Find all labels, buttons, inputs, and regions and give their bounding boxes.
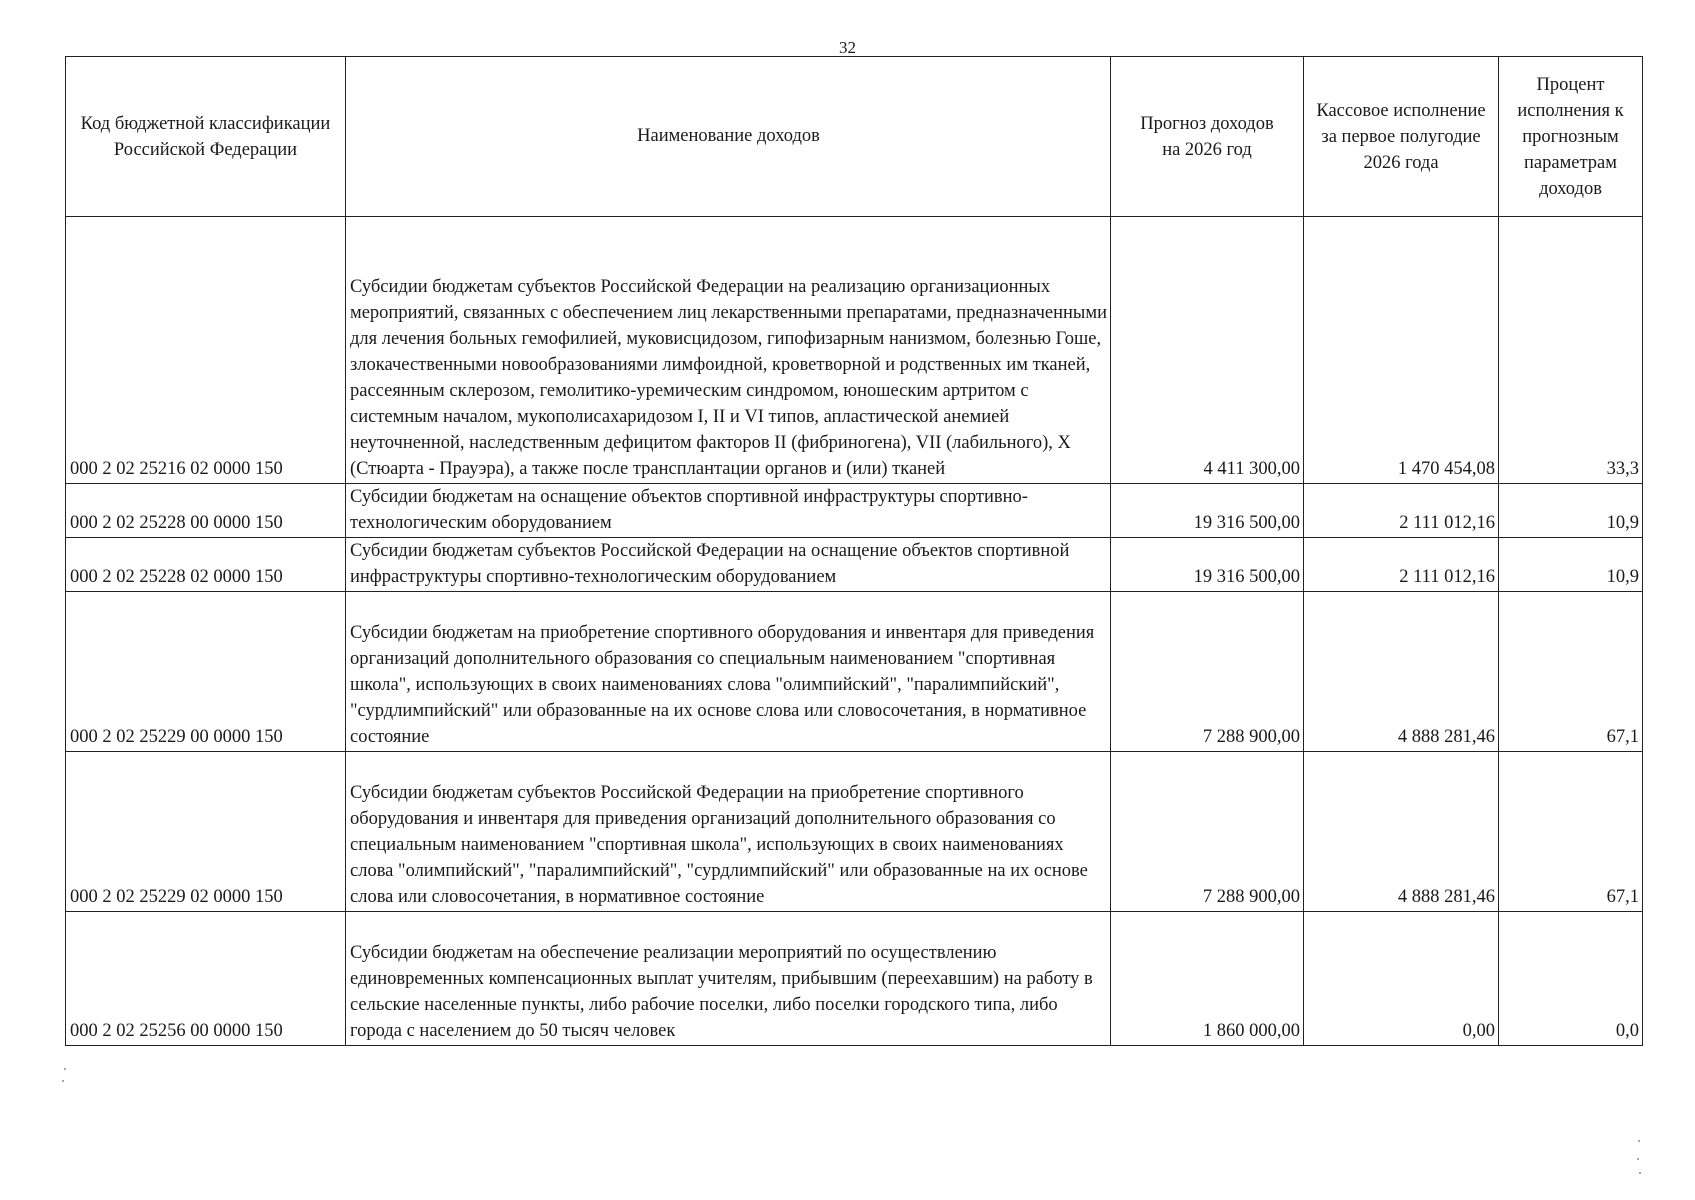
row-forecast: 7 288 900,00: [1111, 752, 1304, 912]
table-row: [66, 912, 1643, 1046]
row-code: 000 2 02 25229 02 0000 150: [66, 752, 346, 912]
row-percent: 67,1: [1499, 752, 1643, 912]
scan-speck: [62, 1080, 64, 1082]
table-row: [66, 592, 1643, 752]
header-name: Наименование доходов: [346, 57, 1111, 217]
row-forecast: 19 316 500,00: [1111, 538, 1304, 592]
row-percent: 0,0: [1499, 912, 1643, 1046]
scan-speck: [64, 1068, 66, 1070]
row-percent: 10,9: [1499, 538, 1643, 592]
table-row: [66, 217, 1643, 484]
row-forecast: 4 411 300,00: [1111, 217, 1304, 484]
scan-speck: [1639, 1172, 1641, 1174]
row-cash: 1 470 454,08: [1304, 217, 1499, 484]
row-code: 000 2 02 25216 02 0000 150: [66, 217, 346, 484]
row-percent: 33,3: [1499, 217, 1643, 484]
income-table-container: [65, 56, 1642, 1046]
row-cash: 4 888 281,46: [1304, 592, 1499, 752]
scan-speck: [1637, 1158, 1639, 1160]
row-name: Субсидии бюджетам на обеспечение реализации мероприятий по осуществлению единовременных компенсационных выплат учителям, прибывшим (переехавшим) на работу в сельские населенные пункты, либо рабочие поселки, либо поселки городского типа, либо города с населением до 50 тысяч человек: [346, 912, 1111, 1046]
row-name: Субсидии бюджетам субъектов Российской Федерации на приобретение спортивного оборудования и инвентаря для приведения организаций дополнительного образования со специальным наименованием "спортивная школа", использующих в своих наименованиях слова "олимпийский", "паралимпийский", "сурдлимпийский" или образованные на их основе слова или словосочетания, в нормативное состояние: [346, 752, 1111, 912]
row-code: 000 2 02 25256 00 0000 150: [66, 912, 346, 1046]
table-row: [66, 538, 1643, 592]
row-percent: 67,1: [1499, 592, 1643, 752]
header-forecast: Прогноз доходов на 2026 год: [1111, 57, 1304, 217]
row-forecast: 19 316 500,00: [1111, 484, 1304, 538]
row-code: 000 2 02 25229 00 0000 150: [66, 592, 346, 752]
row-percent: 10,9: [1499, 484, 1643, 538]
header-code: Код бюджетной классификации Российской Федерации: [66, 57, 346, 217]
row-cash: 2 111 012,16: [1304, 538, 1499, 592]
table-header-row: [66, 57, 1643, 217]
row-name: Субсидии бюджетам субъектов Российской Федерации на реализацию организационных мероприятий, связанных с обеспечением лиц лекарственными препаратами, предназначенными для лечения больных гемофилией, муковисцидозом, гипофизарным нанизмом, болезнью Гоше, злокачественными новообразованиями лимфоидной, кроветворной и родственных им тканей, рассеянным склерозом, гемолитико-уремическим синдромом, юношеским артритом с системным началом, мукополисахаридозом I, II и VI типов, апластической анемией неуточненной, наследственным дефицитом факторов II (фибриногена), VII (лабильного), X (Стюарта - Прауэра), а также после трансплантации органов и (или) тканей: [346, 217, 1111, 484]
row-cash: 2 111 012,16: [1304, 484, 1499, 538]
row-cash: 0,00: [1304, 912, 1499, 1046]
scan-speck: [1638, 1140, 1640, 1142]
row-name: Субсидии бюджетам на оснащение объектов спортивной инфраструктуры спортивно-технологическим оборудованием: [346, 484, 1111, 538]
row-code: 000 2 02 25228 00 0000 150: [66, 484, 346, 538]
table-row: [66, 484, 1643, 538]
row-code: 000 2 02 25228 02 0000 150: [66, 538, 346, 592]
row-name: Субсидии бюджетам на приобретение спортивного оборудования и инвентаря для приведения организаций дополнительного образования со специальным наименованием "спортивная школа", использующих в своих наименованиях слова "олимпийский", "паралимпийский", "сурдлимпийский" или образованные на их основе слова или словосочетания, в нормативное состояние: [346, 592, 1111, 752]
header-cash: Кассовое исполнение за первое полугодие 2026 года: [1304, 57, 1499, 217]
table-row: [66, 752, 1643, 912]
header-percent: Процент исполнения к прогнозным параметрам доходов: [1499, 57, 1643, 217]
income-table: [65, 56, 1643, 1046]
row-forecast: 7 288 900,00: [1111, 592, 1304, 752]
row-name: Субсидии бюджетам субъектов Российской Федерации на оснащение объектов спортивной инфраструктуры спортивно-технологическим оборудованием: [346, 538, 1111, 592]
page-number: 32: [839, 38, 856, 57]
row-cash: 4 888 281,46: [1304, 752, 1499, 912]
row-forecast: 1 860 000,00: [1111, 912, 1304, 1046]
